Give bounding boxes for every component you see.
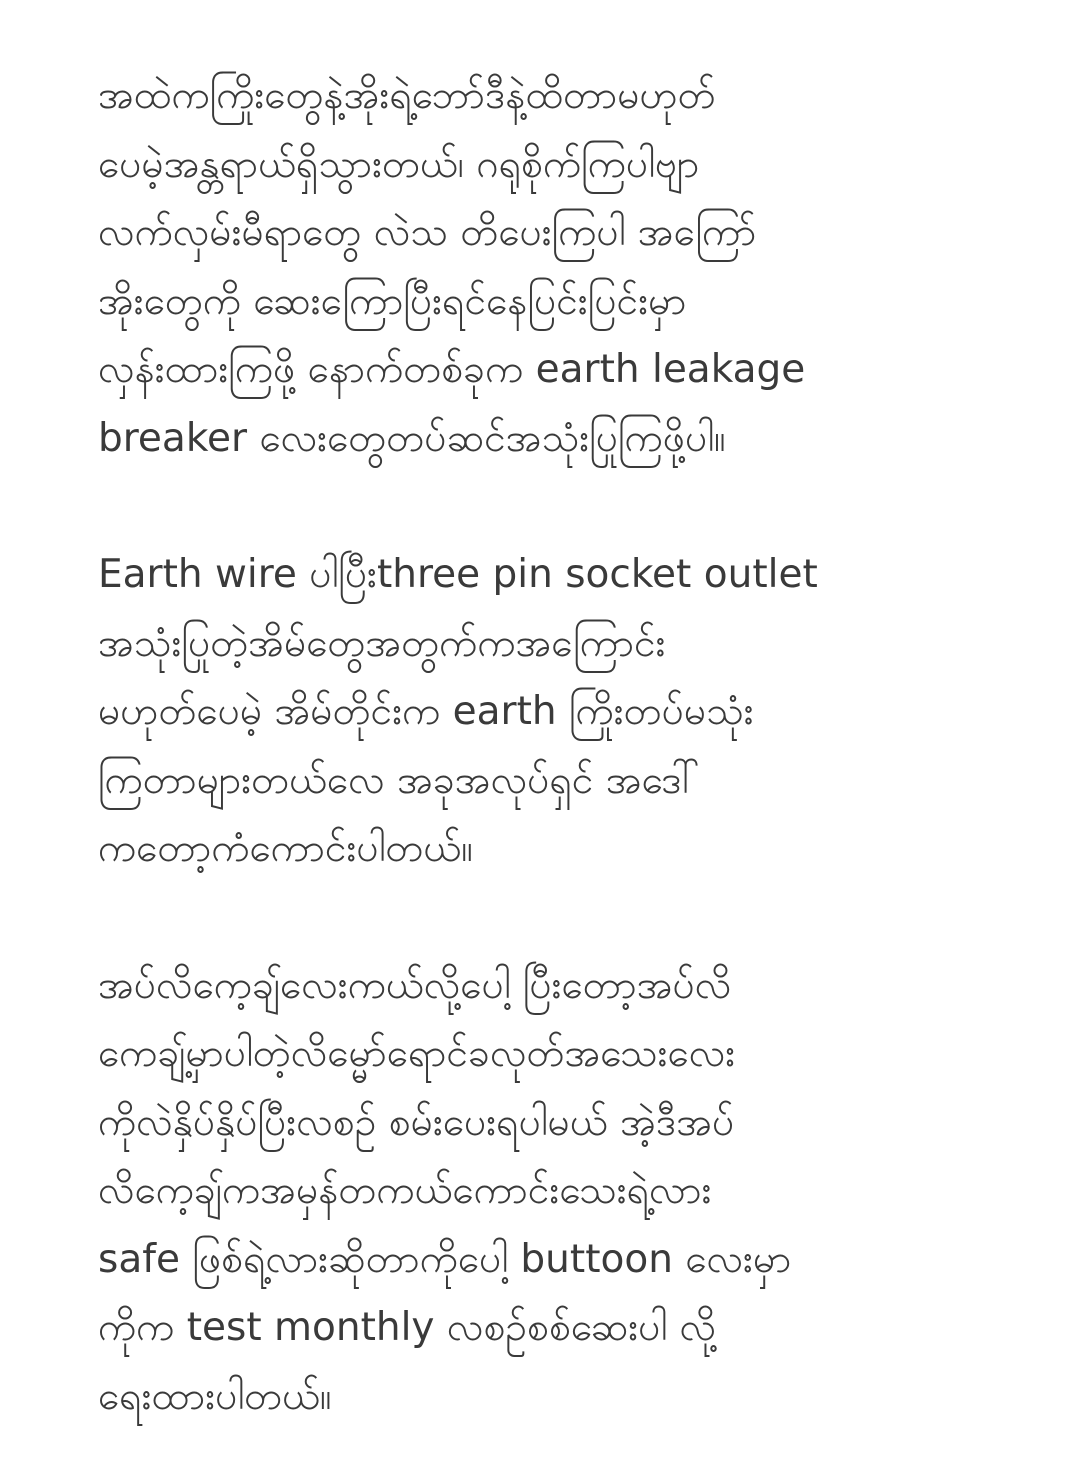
paragraph-2 [98, 541, 998, 884]
text-line: safe ဖြစ်ရဲ့လားဆိုတာကိုပေါ့ buttoon လေးမှာ [98, 1236, 792, 1282]
text-line: ရေးထားပါတယ်။ [98, 1373, 332, 1419]
text-line: မဟုတ်ပေမဲ့ အိမ်တိုင်းက earth ကြိုးတပ်မသုံး [98, 689, 754, 734]
text-line: အိုးတွေကို ဆေးကြောပြီးရင်နေပြင်းပြင်းမှာ [98, 278, 687, 324]
text-line: ကတော့ကံကောင်းပါတယ်။ [98, 826, 474, 871]
text-line: လက်လှမ်းမီရာတွေ လဲသ တိပေးကြပါ အကြော် [98, 210, 757, 255]
article-body [98, 62, 998, 1431]
text-line: ပေမဲ့အန္တရာယ်ရှိသွားတယ်၊ ဂရုစိုက်ကြပါဗျာ [98, 141, 700, 187]
text-line: breaker လေးတွေတပ်ဆင်အသုံးပြုကြဖို့ပါ။ [98, 415, 726, 461]
text-line: Earth wire ပါပြီးthree pin socket outlet [98, 552, 818, 597]
text-line: ကိုက test monthly လစဉ်စစ်ဆေးပါ လို့ [98, 1305, 717, 1350]
paragraph-1 [98, 62, 998, 473]
text-line: အပ်လိကေ့ချ်လေးကယ်လို့ပေါ့ ပြီးတော့အပ်လိ [98, 962, 732, 1008]
text-line: အထဲကကြိုးတွေနဲ့အိုးရဲ့ဘော်ဒီနဲ့ထိတာမဟုတ် [98, 73, 716, 118]
text-line: လိကေ့ချ်ကအမှန်တကယ်ကောင်းသေးရဲ့လား [98, 1168, 712, 1213]
text-line: ကိုလဲနှိပ်နှိပ်ပြီးလစဉ် စမ်းပေးရပါမယ် အဲ့ဒီအပ် [98, 1099, 735, 1145]
text-line: လှန်းထားကြဖို့ နောက်တစ်ခုက earth leakage [98, 347, 806, 392]
text-line: ကြတာများတယ်လေ အခုအလုပ်ရှင် အဒေါ် [98, 757, 700, 803]
text-line: ကေချ့်မှာပါတဲ့လိမ္မော်ရောင်ခလုတ်အသေးလေး [98, 1031, 736, 1076]
paragraph-3 [98, 952, 998, 1432]
text-line: အသုံးပြုတဲ့အိမ်တွေအတွက်ကအကြောင်း [98, 620, 666, 666]
